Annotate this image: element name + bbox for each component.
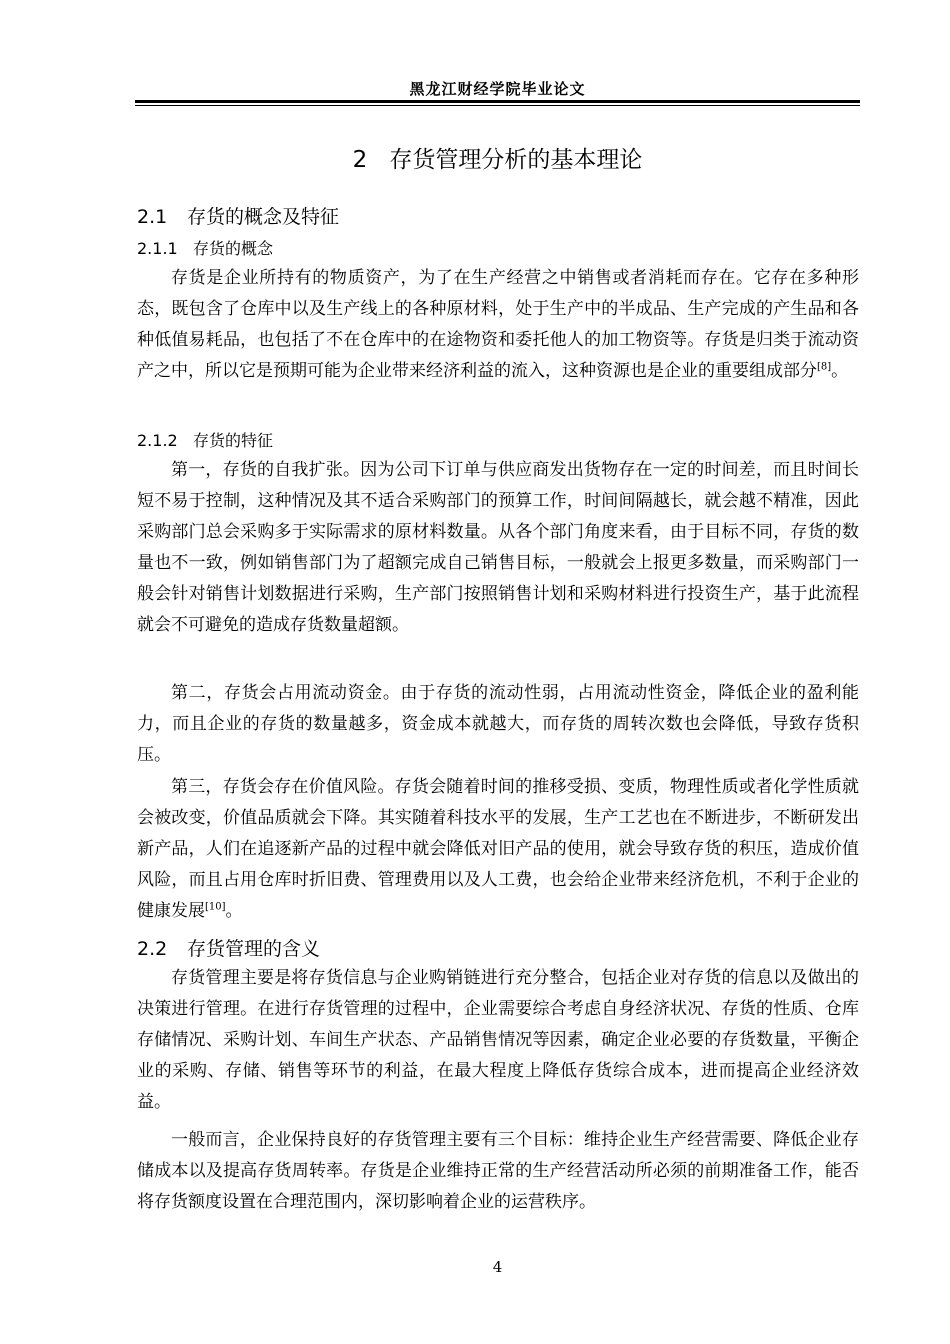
citation-ref: [8]: [817, 361, 832, 373]
paragraph-text: 存货是企业所持有的物质资产，为了在生产经营之中销售或者消耗而存在。它存在多种形态，既包含了仓库中以及生产线上的各种原材料，处于生产中的半成品、生产完成的产生品和各种低值易耗品，也包括了不在仓库中的在途物资和委托他人的加工物资等。存货是归类于流动资产之中，所以它是预期可能为企业带来经济利益的流入，这种资源也是企业的重要组成部分: [137, 268, 859, 381]
page-header: 黑龙江财经学院毕业论文: [409, 80, 586, 98]
chapter-title: 存货管理分析的基本理论: [389, 147, 643, 173]
paragraph-management-goals: 一般而言，企业保持良好的存货管理主要有三个目标：维持企业生产经营需要、降低企业存储成本以及提高存货周转率。存货是企业维持正常的生产经营活动所必须的前期准备工作，能否将存货额度设置在合理范围内，深切影响着企业的运营秩序。: [137, 1130, 859, 1212]
section-heading-2-1: [137, 202, 339, 229]
chapter-heading: [135, 141, 860, 174]
paragraph-management-meaning: 存货管理主要是将存货信息与企业购销链进行充分整合，包括企业对存货的信息以及做出的决策进行管理。在进行存货管理的过程中，企业需要综合考虑自身经济状况、存货的性质、仓库存储情况、采购计划、车间生产状态、产品销售情况等因素，确定企业必要的存货数量，平衡企业的采购、存储、销售等环节的利益，在最大程度上降低存货综合成本，进而提高企业经济效益。: [137, 968, 859, 1112]
section-number: 2.1: [137, 206, 168, 228]
citation-ref: [10]: [205, 901, 226, 913]
paragraph-feature-1: 第一，存货的自我扩张。因为公司下订单与供应商发出货物存在一定的时间差，而且时间长短不易于控制，这种情况及其不适合采购部门的预算工作，时间间隔越长，就会越不精准，因此采购部门总会采购多于实际需求的原材料数量。从各个部门角度来看，由于目标不同，存货的数量也不一致，例如销售部门为了超额完成自己销售目标，一般就会上报更多数量，而采购部门一般会针对销售计划数据进行采购，生产部门按照销售计划和采购材料进行投资生产，基于此流程就会不可避免的造成存货数量超额。: [137, 460, 859, 635]
paragraph-end: 。: [225, 901, 243, 921]
subsection-title: 存货的特征: [193, 431, 274, 450]
subsection-number: 2.1.2: [137, 431, 178, 450]
subsection-heading-2-1-1: [137, 236, 273, 259]
chapter-number: 2: [352, 147, 368, 173]
section-heading-2-2: [137, 934, 320, 961]
paragraph-feature-3: [137, 772, 859, 927]
subsection-heading-2-1-2: [137, 428, 273, 451]
paragraph-feature-2: 第二，存货会占用流动资金。由于存货的流动性弱，占用流动性资金，降低企业的盈利能力，而且企业的存货的数量越多，资金成本就越大，而存货的周转次数也会降低，导致存货积压。: [137, 683, 859, 765]
paragraph-end: 。: [831, 361, 849, 381]
header-rule-thin: [135, 105, 860, 106]
header-rule-thick: [135, 100, 860, 103]
section-number: 2.2: [137, 938, 168, 960]
page-number: 4: [492, 1258, 503, 1276]
subsection-title: 存货的概念: [193, 239, 274, 258]
paragraph-inventory-concept: [137, 263, 859, 387]
subsection-number: 2.1.1: [137, 239, 178, 258]
section-title: 存货管理的含义: [187, 938, 321, 960]
section-title: 存货的概念及特征: [187, 206, 340, 228]
paragraph-text: 第三，存货会存在价值风险。存货会随着时间的推移受损、变质，物理性质或者化学性质就会被改变，价值品质就会下降。其实随着科技水平的发展，生产工艺也在不断进步，不断研发出新产品，人们在追逐新产品的过程中就会降低对旧产品的使用，就会导致存货的积压，造成价值风险，而且占用仓库时折旧费、管理费用以及人工费，也会给企业带来经济危机，不利于企业的健康发展: [137, 777, 859, 921]
